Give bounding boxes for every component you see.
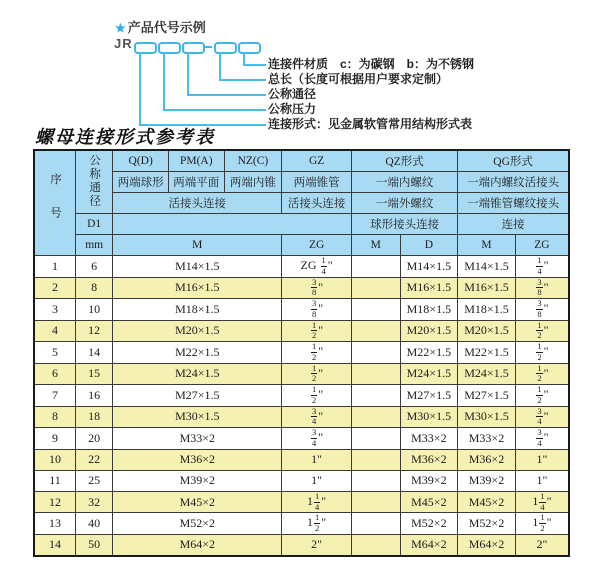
table-cell: M24×1.5 <box>113 363 282 385</box>
header-pm-code: PM(A) <box>168 150 224 172</box>
table-cell: M64×2 <box>113 534 282 556</box>
header-qz-code: QZ形式 <box>352 150 458 172</box>
table-cell: M45×2 <box>113 491 282 513</box>
table-cell <box>352 470 401 491</box>
table-row <box>34 534 569 556</box>
table-cell: 4 <box>34 320 75 342</box>
table-cell: 14 <box>75 342 112 364</box>
table-cell: 10 <box>34 449 75 470</box>
table-cell: 1" <box>282 449 352 470</box>
table-cell: $\frac{1}{2}$ " <box>282 342 352 364</box>
table-cell <box>352 406 401 428</box>
header-nz-desc: 两端内锥 <box>224 172 282 193</box>
header-unit-m1: M <box>113 235 282 256</box>
table-cell: M18×1.5 <box>113 299 282 321</box>
header-qz-row3: 一端外螺纹 <box>352 193 458 214</box>
header-gz-code: GZ <box>282 150 352 172</box>
table-cell: 10 <box>75 299 112 321</box>
table-cell: 2 <box>34 277 75 299</box>
table-cell: 11 <box>34 470 75 491</box>
table-cell: M27×1.5 <box>458 385 516 407</box>
header-unit-m3: M <box>458 235 516 256</box>
diagram-title <box>115 17 206 36</box>
table-cell: M27×1.5 <box>113 385 282 407</box>
header-q-code: Q(D) <box>113 150 169 172</box>
header-union-connection: 活接头连接 <box>113 193 282 214</box>
table-row <box>34 385 569 407</box>
table-cell: M18×1.5 <box>458 299 516 321</box>
header-nominal-diameter: 公称通径 <box>75 150 112 214</box>
table-cell: $\frac{3}{4}$ " <box>515 406 569 428</box>
table-cell: $\frac{1}{2}$ " <box>282 320 352 342</box>
table-cell: M14×1.5 <box>113 256 282 278</box>
table-cell <box>352 428 401 450</box>
table-cell: M14×1.5 <box>458 256 516 278</box>
table-cell: $\frac{3}{8}$ " <box>515 277 569 299</box>
table-cell: M33×2 <box>113 428 282 450</box>
table-cell: M18×1.5 <box>400 299 458 321</box>
table-cell: $\frac{1}{2}$ " <box>515 320 569 342</box>
table-cell: M22×1.5 <box>400 342 458 364</box>
label-material: 连接件材质 c：为碳钢 b：为不锈钢 <box>268 57 475 71</box>
header-d1: D1 <box>75 214 112 235</box>
table-cell: M36×2 <box>400 449 458 470</box>
table-cell: M16×1.5 <box>113 277 282 299</box>
table-cell: M45×2 <box>458 491 516 513</box>
table-cell: M33×2 <box>400 428 458 450</box>
table-cell: M22×1.5 <box>458 342 516 364</box>
table-cell: 1" <box>282 470 352 491</box>
product-code-prefix: JR <box>114 36 133 51</box>
table-cell <box>352 534 401 556</box>
table-cell: $\frac{1}{2}$ " <box>515 342 569 364</box>
table-cell: M52×2 <box>400 513 458 535</box>
leader-line-connection <box>139 53 266 126</box>
label-diameter: 公称通径 <box>268 87 317 101</box>
header-qz-row4: 球形接头连接 <box>352 214 458 235</box>
header-gz-desc: 两端锥管 <box>282 172 352 193</box>
table-cell: 40 <box>75 513 112 535</box>
table-cell: 3 <box>34 299 75 321</box>
table-cell: 2" <box>282 534 352 556</box>
header-gz-row3: 活接头连接 <box>282 193 352 214</box>
table-cell <box>352 277 401 299</box>
table-cell: 9 <box>34 428 75 450</box>
table-cell: 12 <box>34 491 75 513</box>
header-q-desc: 两端球形 <box>113 172 169 193</box>
table-cell: 2" <box>515 534 569 556</box>
table-cell: M39×2 <box>458 470 516 491</box>
header-unit-m2: M <box>352 235 401 256</box>
table-row <box>34 406 569 428</box>
table-cell: M24×1.5 <box>458 363 516 385</box>
table-cell: $\frac{1}{2}$ " <box>282 385 352 407</box>
table-cell: 1 $\frac{1}{4}$ " <box>515 491 569 513</box>
header-unit-d: D <box>400 235 458 256</box>
table-cell: 20 <box>75 428 112 450</box>
table-cell: 6 <box>34 363 75 385</box>
table-cell: 6 <box>75 256 112 278</box>
header-unit-zg2: ZG <box>515 235 569 256</box>
table-cell: 22 <box>75 449 112 470</box>
table-cell <box>352 449 401 470</box>
table-cell <box>352 491 401 513</box>
table-cell: M36×2 <box>458 449 516 470</box>
table-cell <box>352 385 401 407</box>
table-cell <box>352 513 401 535</box>
table-cell: M52×2 <box>458 513 516 535</box>
table-row <box>34 256 569 278</box>
table-cell: M39×2 <box>400 470 458 491</box>
table-row <box>34 491 569 513</box>
table-row <box>34 449 569 470</box>
header-nz-code: NZ(C) <box>224 150 282 172</box>
header-qg-row3: 一端锥管螺纹接头 <box>458 193 569 214</box>
table-cell: 1 $\frac{1}{4}$ " <box>282 491 352 513</box>
table-cell: 50 <box>75 534 112 556</box>
table-cell: 1 $\frac{1}{2}$ " <box>282 513 352 535</box>
label-connection: 连接形式：见金属软管常用结构形式表 <box>268 117 473 131</box>
table-cell: M64×2 <box>400 534 458 556</box>
header-qg-code: QG形式 <box>458 150 569 172</box>
table-cell: 25 <box>75 470 112 491</box>
table-cell: $\frac{1}{2}$ " <box>515 385 569 407</box>
table-cell: 8 <box>75 277 112 299</box>
table-cell: 1" <box>515 470 569 491</box>
table-cell: M39×2 <box>113 470 282 491</box>
table-cell: 14 <box>34 534 75 556</box>
table-row <box>34 277 569 299</box>
table-cell: 18 <box>75 406 112 428</box>
header-blank-cell <box>113 214 352 235</box>
table-cell <box>352 299 401 321</box>
table-cell: M16×1.5 <box>458 277 516 299</box>
header-pm-desc: 两端平面 <box>168 172 224 193</box>
header-qg-row4: 连接 <box>458 214 569 235</box>
table-cell: 32 <box>75 491 112 513</box>
table-cell: $\frac{3}{4}$ " <box>282 406 352 428</box>
header-unit-zg1: ZG <box>282 235 352 256</box>
table-cell: M33×2 <box>458 428 516 450</box>
code-dash <box>204 46 212 48</box>
header-qg-row2: 一端内螺纹活接头 <box>458 172 569 193</box>
table-cell: $\frac{3}{4}$ " <box>282 428 352 450</box>
table-cell: 1 <box>34 256 75 278</box>
table-cell <box>352 320 401 342</box>
table-cell: 12 <box>75 320 112 342</box>
table-cell: 5 <box>34 342 75 364</box>
label-pressure: 公称压力 <box>268 102 317 116</box>
table-row <box>34 513 569 535</box>
table-header <box>34 150 569 256</box>
table-cell: 1" <box>515 449 569 470</box>
table-cell: 7 <box>34 385 75 407</box>
table-row <box>34 363 569 385</box>
table-cell: M20×1.5 <box>113 320 282 342</box>
table-cell: M16×1.5 <box>400 277 458 299</box>
header-mm: mm <box>75 235 112 256</box>
table-cell: $\frac{3}{8}$ " <box>282 299 352 321</box>
table-cell: $\frac{3}{8}$ " <box>282 277 352 299</box>
table-cell: M22×1.5 <box>113 342 282 364</box>
table-cell: $\frac{1}{2}$ " <box>282 363 352 385</box>
table-cell: M45×2 <box>400 491 458 513</box>
table-cell: 13 <box>34 513 75 535</box>
table-body <box>34 256 569 556</box>
table-cell: M24×1.5 <box>400 363 458 385</box>
table-cell: M30×1.5 <box>400 406 458 428</box>
nut-connection-table <box>33 149 570 557</box>
table-cell: M30×1.5 <box>458 406 516 428</box>
table-row <box>34 299 569 321</box>
star-icon: ★ <box>115 21 126 35</box>
table-row <box>34 428 569 450</box>
table-cell: 16 <box>75 385 112 407</box>
table-cell: $\frac{3}{8}$ " <box>515 299 569 321</box>
table-cell <box>352 363 401 385</box>
table-cell: $\frac{1}{2}$ " <box>515 363 569 385</box>
table-cell <box>352 256 401 278</box>
table-cell: 8 <box>34 406 75 428</box>
table-row <box>34 320 569 342</box>
table-cell: M27×1.5 <box>400 385 458 407</box>
header-serial: 序号 <box>34 150 75 256</box>
table-cell: M64×2 <box>458 534 516 556</box>
table-cell: 1 $\frac{1}{2}$ " <box>515 513 569 535</box>
table-cell: M20×1.5 <box>400 320 458 342</box>
header-qz-row2: 一端内螺纹 <box>352 172 458 193</box>
table-cell: M30×1.5 <box>113 406 282 428</box>
table-title: 螺母连接形式参考表 <box>35 127 215 148</box>
table-cell: ZG $\frac{1}{4}$ " <box>282 256 352 278</box>
table-cell: M36×2 <box>113 449 282 470</box>
table-cell: M52×2 <box>113 513 282 535</box>
product-code-diagram <box>0 0 600 135</box>
table-row <box>34 342 569 364</box>
table-cell: 15 <box>75 363 112 385</box>
table-cell: $\frac{1}{4}$ " <box>515 256 569 278</box>
table-row <box>34 470 569 491</box>
table-cell: $\frac{3}{4}$ " <box>515 428 569 450</box>
diagram-title-text: 产品代号示例 <box>127 20 206 35</box>
label-length: 总长（长度可根据用户要求定制） <box>268 72 449 86</box>
table-cell <box>352 342 401 364</box>
table-cell: M14×1.5 <box>400 256 458 278</box>
table-cell: M20×1.5 <box>458 320 516 342</box>
